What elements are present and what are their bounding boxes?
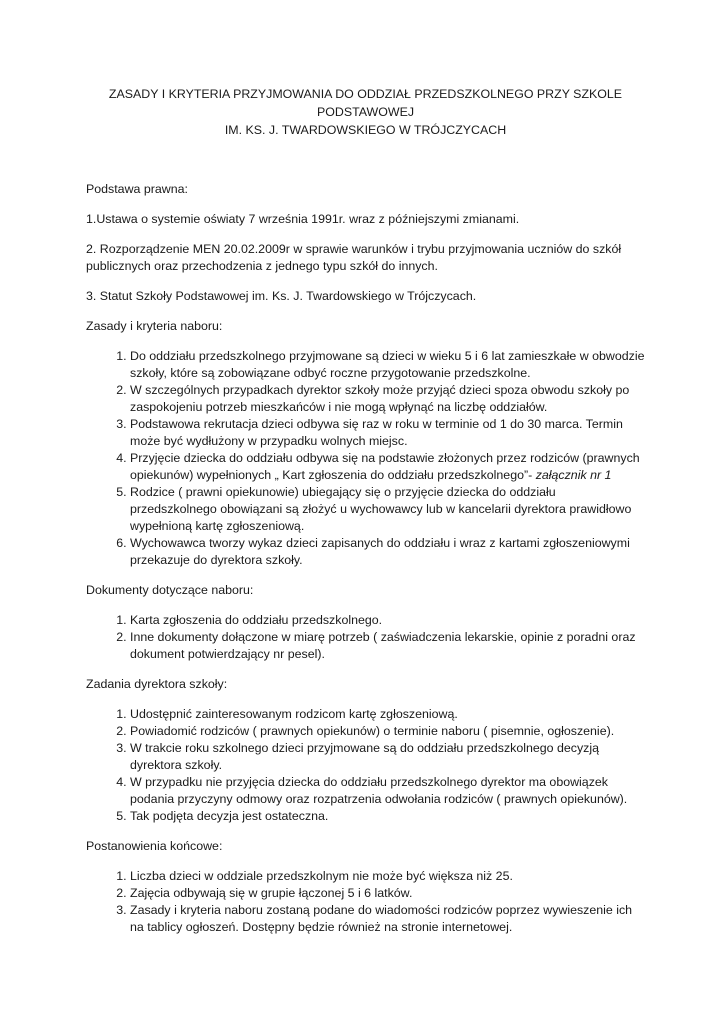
title-line-1: ZASADY I KRYTERIA PRZYJMOWANIA DO ODDZIAŁ PRZEDSZKOLNEGO PRZY SZKOLE PODSTAWOWEJ — [108, 87, 623, 119]
legal-basis-heading: Podstawa prawna: — [86, 182, 188, 196]
criteria-item-2: 2. W szczególnych przypadkach dyrektor szkoły może przyjąć dzieci spoza obwodu szkoły po zaspokojeniu potrzeb mieszkańców i nie mogą wpłynąć na liczbę oddziałów. — [130, 382, 645, 416]
criteria-list — [86, 348, 645, 569]
final-provision-1: 1. Liczba dzieci w oddziale przedszkolnym nie może być większa niż 25. — [130, 868, 645, 885]
criteria-heading: Zasady i kryteria naboru: — [86, 319, 223, 333]
director-task-3: 3. W trakcie roku szkolnego dzieci przyjmowane są do oddziału przedszkolnego decyzją dyrektora szkoły. — [130, 740, 645, 774]
document-title — [86, 85, 645, 139]
criteria-item-6: 6. Wychowawca tworzy wykaz dzieci zapisanych do oddziału i wraz z kartami zgłoszeniowymi przekazuje do dyrektora szkoły. — [130, 535, 645, 569]
criteria-item-5: 5. Rodzice ( prawni opiekunowie) ubiegający się o przyjęcie dziecka do oddziału przedszkolnego obowiązani są złożyć u wychowawcy lub w kancelarii dyrektora prawidłowo wypełnioną kartę zgłoszeniową. — [130, 484, 645, 535]
criteria-item-1: 1. Do oddziału przedszkolnego przyjmowane są dzieci w wieku 5 i 6 lat zamieszkałe w obwodzie szkoły, które są zobowiązane odbyć roczne przygotowanie przedszkolne. — [130, 348, 645, 382]
final-provision-3: 3. Zasady i kryteria naboru zostaną podane do wiadomości rodziców poprzez wywieszenie ich na tablicy ogłoszeń. Dostępny będzie również na stronie internetowej. — [130, 902, 645, 936]
title-line-2: IM. KS. J. TWARDOWSKIEGO W TRÓJCZYCACH — [224, 123, 507, 137]
documents-item-1: 1. Karta zgłoszenia do oddziału przedszkolnego. — [130, 612, 645, 629]
attachment-reference: załącznik nr 1 — [535, 468, 612, 482]
director-task-1: 1. Udostępnić zainteresowanym rodzicom kartę zgłoszeniową. — [130, 706, 645, 723]
final-provisions-heading: Postanowienia końcowe: — [86, 839, 223, 853]
director-task-5: 5. Tak podjęta decyzja jest ostateczna. — [130, 808, 645, 825]
legal-basis-item-2: 2. Rozporządzenie MEN 20.02.2009r w sprawie warunków i trybu przyjmowania uczniów do szkół publicznych oraz przechodzenia z jednego typu szkół do innych. — [86, 242, 622, 273]
legal-basis-item-1: 1.Ustawa o systemie oświaty 7 września 1991r. wraz z późniejszymi zmianami. — [86, 212, 520, 226]
documents-item-2: 2. Inne dokumenty dołączone w miarę potrzeb ( zaświadczenia lekarskie, opinie z poradni oraz dokument potwierdzający nr pesel). — [130, 629, 645, 663]
director-tasks-list — [86, 706, 645, 825]
legal-basis-item-3: 3. Statut Szkoły Podstawowej im. Ks. J. Twardowskiego w Trójczycach. — [86, 289, 477, 303]
documents-heading: Dokumenty dotyczące naboru: — [86, 583, 254, 597]
criteria-item-3: 3. Podstawowa rekrutacja dzieci odbywa się raz w roku w terminie od 1 do 30 marca. Termin może być wydłużony w przypadku wolnych miejsc. — [130, 416, 645, 450]
criteria-item-4-text: Przyjęcie dziecka do oddziału odbywa się na podstawie złożonych przez rodziców (prawnych opiekunów) wypełnionych „ Kart zgłoszenia do oddziału przedszkolnego”- — [130, 451, 640, 482]
final-provisions-list — [86, 868, 645, 936]
director-tasks-heading: Zadania dyrektora szkoły: — [86, 677, 228, 691]
criteria-item-4 — [130, 450, 645, 484]
director-task-4: 4. W przypadku nie przyjęcia dziecka do oddziału przedszkolnego dyrektor ma obowiązek podania przyczyny odmowy oraz rozpatrzenia odwołania rodziców ( prawnych opiekunów). — [130, 774, 645, 808]
final-provision-2: 2. Zajęcia odbywają się w grupie łączonej 5 i 6 latków. — [130, 885, 645, 902]
director-task-2: 2. Powiadomić rodziców ( prawnych opiekunów) o terminie naboru ( pisemnie, ogłoszenie). — [130, 723, 645, 740]
documents-list — [86, 612, 645, 663]
